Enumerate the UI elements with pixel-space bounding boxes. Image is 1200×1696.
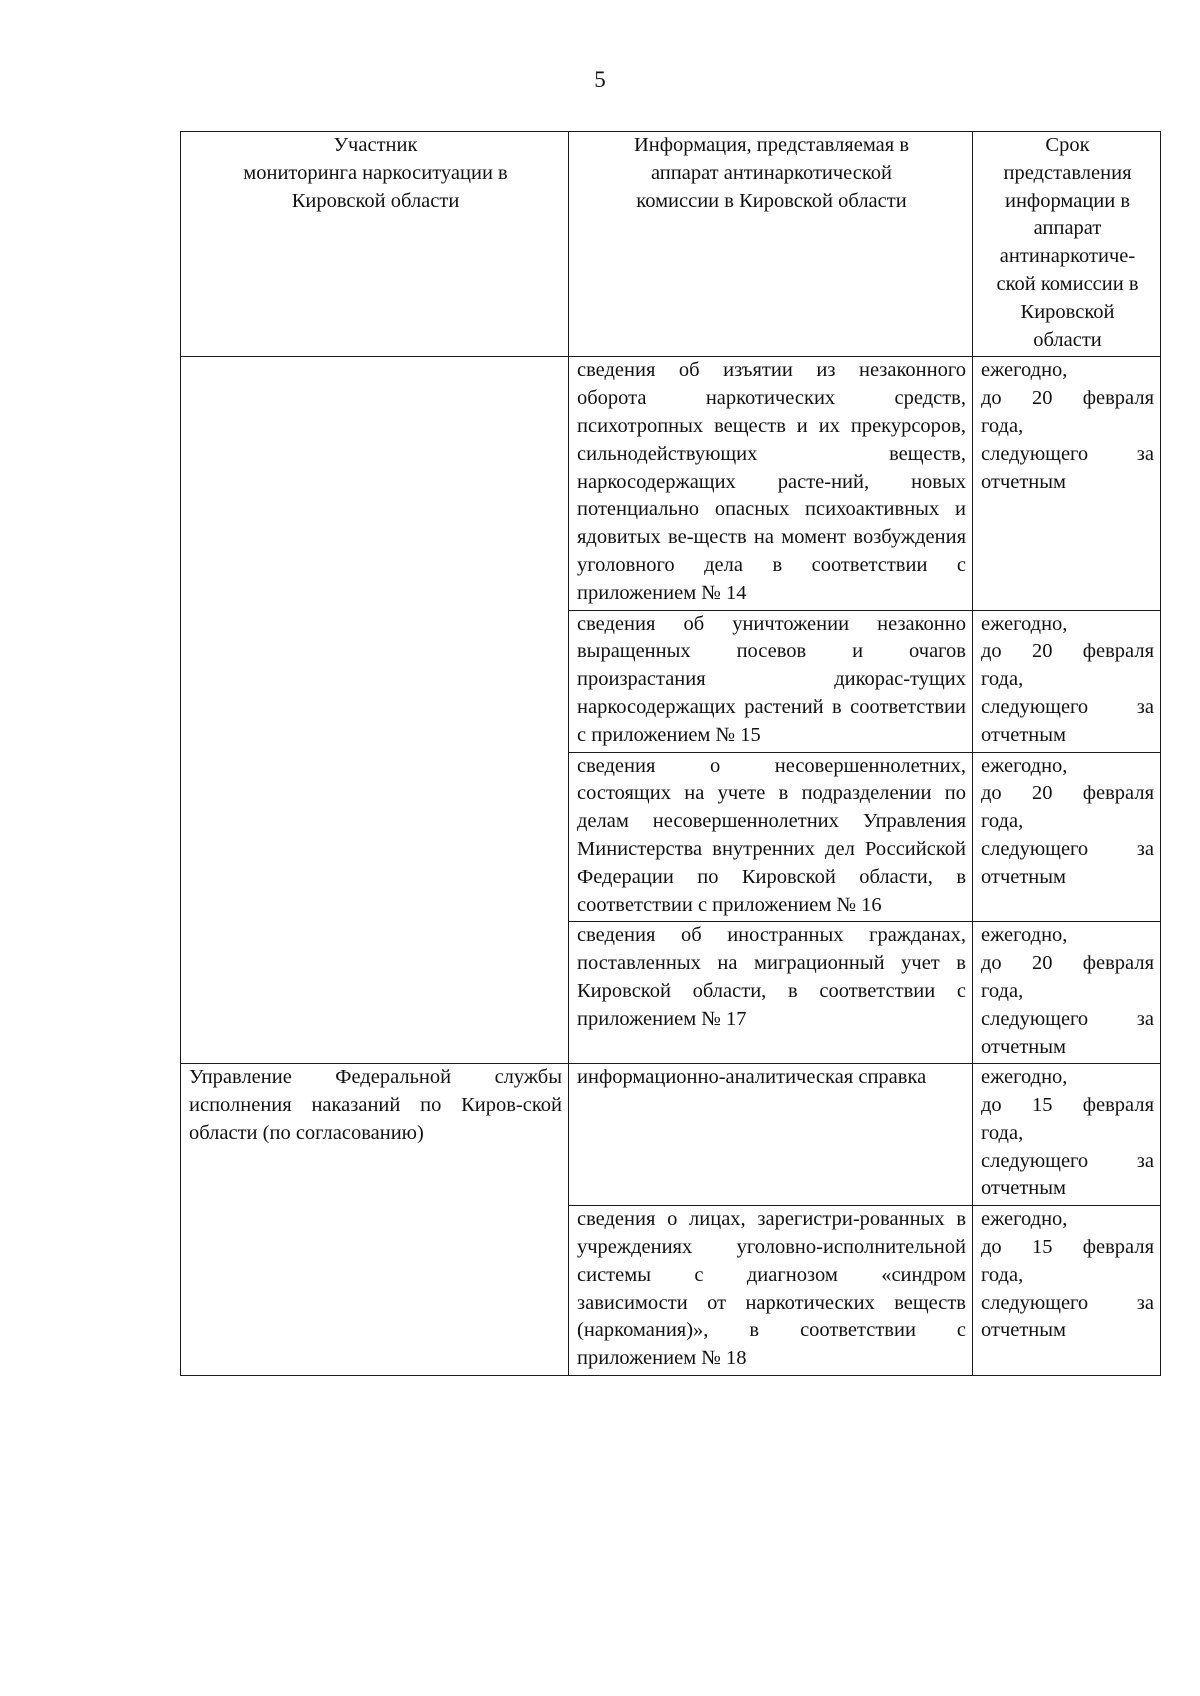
information-cell	[569, 1206, 973, 1376]
header-deadline-line: Срок	[1045, 134, 1090, 156]
header-deadline	[973, 132, 1161, 357]
deadline-line: следующего за	[981, 1007, 1154, 1030]
deadline-line: отчетным	[981, 1319, 1067, 1342]
deadline-line: до 20 февраля	[981, 640, 1154, 663]
header-deadline-line: ской комиссии в	[996, 272, 1139, 295]
deadline-line: ежегодно,	[981, 612, 1068, 635]
information-text: сведения об изъятии из незаконного оборота наркотических средств, психотропных веществ и их прекурсоров, сильнодействующих веществ, наркосодержащих расте-ний, новых потенциально опасных психоактивных и ядовитых ве-ществ на момент возбуждения уголовного дела в соответствии с приложением № 14	[577, 359, 966, 604]
table-header-row	[181, 132, 1161, 357]
information-cell	[569, 752, 973, 922]
deadline-line: следующего за	[981, 837, 1154, 860]
participant-cell	[181, 357, 569, 1064]
information-text: сведения об уничтожении незаконно выращенных посевов и очагов произрастания дикорас-тущих наркосодержащих растений в соответствии с приложением № 15	[577, 612, 966, 746]
deadline-cell	[973, 752, 1161, 922]
deadline-line: ежегодно,	[981, 924, 1068, 947]
table-row	[181, 357, 1161, 610]
deadline-line: следующего за	[981, 442, 1154, 465]
header-deadline-line: антинаркотиче-	[999, 245, 1136, 268]
deadline-cell	[973, 922, 1161, 1064]
deadline-line: ежегодно,	[981, 359, 1068, 382]
header-participant-line: мониторинга наркоситуации в	[243, 161, 508, 184]
header-deadline-line: аппарат	[1033, 217, 1102, 240]
information-text: сведения об иностранных гражданах, поставленных на миграционный учет в Кировской области, в соответствии с приложением № 17	[577, 924, 966, 1030]
deadline-line: отчетным	[981, 865, 1067, 888]
deadline-line: года,	[981, 414, 1024, 437]
participant-cell	[181, 1064, 569, 1376]
deadline-line: года,	[981, 668, 1024, 691]
information-cell	[569, 922, 973, 1064]
deadline-cell	[973, 610, 1161, 752]
deadline-line: до 20 февраля	[981, 952, 1154, 975]
header-information-line: аппарат антинаркотической	[650, 161, 893, 184]
deadline-line: года,	[981, 979, 1024, 1002]
deadline-line: следующего за	[981, 695, 1154, 718]
deadline-line: ежегодно,	[981, 1066, 1068, 1089]
page-number: 5	[594, 67, 606, 92]
deadline-line: ежегодно,	[981, 1208, 1068, 1231]
table-row	[181, 1064, 1161, 1206]
header-information	[569, 132, 973, 357]
monitoring-table	[180, 131, 1161, 1376]
deadline-line: года,	[981, 1121, 1024, 1144]
header-deadline-line: информации в	[1004, 189, 1131, 212]
deadline-cell	[973, 1064, 1161, 1206]
deadline-line: года,	[981, 1263, 1024, 1286]
deadline-line: ежегодно,	[981, 754, 1068, 777]
header-information-line: Информация, представляемая в	[633, 134, 910, 156]
information-text: сведения о лицах, зарегистри-рованных в учреждениях уголовно-исполнительной системы с диагнозом «синдром зависимости от наркотических веществ (наркомания)», в соответствии с приложением № 18	[577, 1208, 966, 1370]
header-information-line: комиссии в Кировской области	[636, 189, 907, 212]
deadline-line: отчетным	[981, 723, 1067, 746]
information-cell	[569, 1064, 973, 1206]
information-cell	[569, 610, 973, 752]
header-participant-line: Кировской области	[291, 189, 460, 212]
deadline-line: до 15 февраля	[981, 1236, 1154, 1259]
information-cell	[569, 357, 973, 610]
deadline-line: следующего за	[981, 1291, 1154, 1314]
deadline-line: года,	[981, 810, 1024, 833]
header-deadline-line: представления	[1003, 161, 1132, 184]
header-participant	[181, 132, 569, 357]
deadline-line: отчетным	[981, 1035, 1067, 1058]
deadline-line: до 20 февраля	[981, 387, 1154, 410]
information-text: сведения о несовершеннолетних, состоящих на учете в подразделении по делам несовершеннолетних Управления Министерства внутренних дел Российской Федерации по Кировской области, в соответствии с приложением № 16	[577, 754, 966, 916]
header-deadline-line: области	[1033, 328, 1102, 351]
header-deadline-line: Кировской	[1020, 300, 1115, 323]
deadline-line: отчетным	[981, 470, 1067, 493]
information-text: информационно-аналитическая справка	[577, 1066, 927, 1089]
deadline-line: до 20 февраля	[981, 782, 1154, 805]
participant-text: Управление Федеральной службы исполнения наказаний по Киров-ской области (по согласованию)	[189, 1066, 562, 1144]
deadline-cell	[973, 1206, 1161, 1376]
deadline-line: до 15 февраля	[981, 1094, 1154, 1117]
header-participant-line: Участник	[333, 134, 418, 156]
deadline-line: следующего за	[981, 1149, 1154, 1172]
deadline-line: отчетным	[981, 1177, 1067, 1200]
deadline-cell	[973, 357, 1161, 610]
